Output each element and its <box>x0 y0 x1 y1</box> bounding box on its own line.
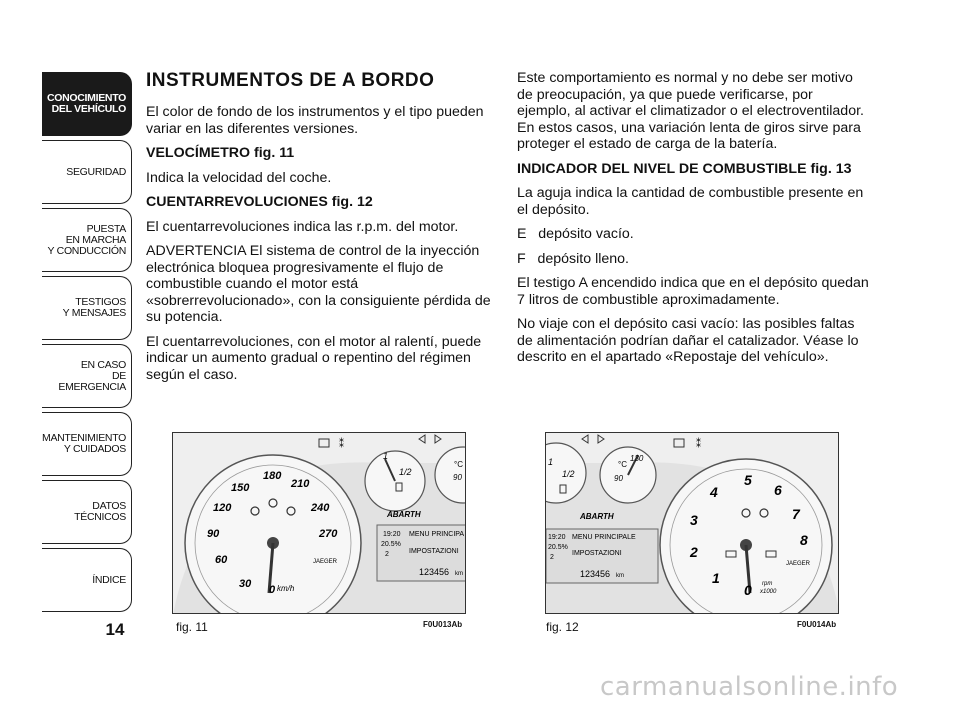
fuel-one-label: 1 <box>383 451 389 461</box>
watermark: carmanualsonline.info <box>600 672 899 702</box>
display-menu-line1: MENU PRINCIPALE <box>572 534 636 541</box>
display-time: 19:20 <box>548 534 566 541</box>
brand-label: JAEGER <box>786 561 811 567</box>
full-label: F depósito lleno. <box>517 250 629 267</box>
display-odometer: 123456 <box>580 569 611 579</box>
speedometer-heading: VELOCÍMETRO fig. 11 <box>146 145 295 161</box>
lights-icon: ⁑ <box>339 439 344 450</box>
intro-paragraph: El color de fondo de los instrumentos y el tipo pueden variar en las diferentes versiones. <box>146 104 484 137</box>
continued-paragraph: Este comportamiento es normal y no debe ser motivo de preocupación, ya que puede verificarse, por ejemplo, al activar el climatizador o el electroventilador. En estos casos, una variación lenta de giros sirve para proteger el estado de carga de la batería. <box>517 70 864 152</box>
fuel-warning-paragraph: El testigo A encendido indica que en el depósito quedan 7 litros de combustible aproximadamente. <box>517 275 869 308</box>
speed-tick-210: 210 <box>291 478 310 490</box>
speed-tick-240: 240 <box>311 502 330 514</box>
temp-unit-label: °C <box>454 460 463 469</box>
warning-paragraph: ADVERTENCIA El sistema de control de la inyección electrónica bloquea progresivamente el flujo de combustible cuando el motor está «sobrerrevolucionado», con la consiguiente pérdida de su potencia. <box>146 243 491 325</box>
page-number: 14 <box>105 620 125 639</box>
empty-label: E depósito vacío. <box>517 226 634 242</box>
display-odo-unit: km <box>455 571 463 577</box>
speed-unit: km/h <box>277 584 295 593</box>
rpm-tick-0: 0 <box>744 582 752 598</box>
tachometer-heading: CUENTARREVOLUCIONES fig. 12 <box>146 194 373 210</box>
abarth-logo: ABARTH <box>387 510 421 519</box>
speedometer-text: Indica la velocidad del coche. <box>146 169 332 186</box>
fig11-caption: fig. 11 <box>176 620 208 634</box>
rpm-tick-7: 7 <box>792 506 800 522</box>
display-menu-line2: IMPOSTAZIONI <box>572 550 622 557</box>
tab-emergencia[interactable]: EN CASO DE EMERGENCIA <box>42 344 132 408</box>
display-percent: 20.5% <box>381 541 401 548</box>
tab-testigos[interactable]: TESTIGOS Y MENSAJES <box>42 276 132 340</box>
figure-11-speedometer <box>172 432 466 614</box>
tab-mantenimiento[interactable]: MANTENIMIENTO Y CUIDADOS <box>42 412 132 476</box>
tab-datos-tecnicos[interactable]: DATOS TÉCNICOS <box>42 480 132 544</box>
speed-tick-180: 180 <box>263 470 282 482</box>
tab-seguridad[interactable]: SEGURIDAD <box>42 140 132 204</box>
lights-icon: ⁑ <box>696 439 701 450</box>
temp-value-label: 90 <box>453 473 462 482</box>
right-column <box>517 70 869 374</box>
fig12-code: F0U014Ab <box>797 620 837 629</box>
display-menu-line1: MENU PRINCIPA <box>409 531 465 538</box>
rpm-tick-3: 3 <box>690 512 698 528</box>
display-gear: 2 <box>385 551 389 558</box>
fuel-one-label: 1 <box>548 457 554 467</box>
speed-tick-120: 120 <box>213 502 232 514</box>
display-percent: 20.5% <box>548 544 568 551</box>
rpm-tick-2: 2 <box>690 544 698 560</box>
display-gear: 2 <box>550 554 554 561</box>
display-odometer: 123456 <box>419 567 450 577</box>
fig12-caption: fig. 12 <box>546 620 579 634</box>
fuel-half-label: 1/2 <box>399 467 412 477</box>
tab-conocimiento[interactable]: CONOCIMIENTO DEL VEHÍCULO <box>42 72 132 136</box>
idle-paragraph: El cuentarrevoluciones, con el motor al ralentí, puede indicar un aumento gradual o repentino del régimen según el caso. <box>146 333 482 383</box>
rpm-tick-1: 1 <box>712 570 720 586</box>
rpm-tick-6: 6 <box>774 482 782 498</box>
temp-unit-label: °C <box>618 460 627 469</box>
rpm-tick-5: 5 <box>744 472 752 488</box>
temp-value-label: 90 <box>614 474 623 483</box>
speed-tick-90: 90 <box>207 528 220 540</box>
tachometer-text: El cuentarrevoluciones indica las r.p.m. del motor. <box>146 218 459 235</box>
speedometer-illustration <box>173 433 466 614</box>
display-odo-unit: km <box>616 573 624 579</box>
rpm-tick-4: 4 <box>710 484 718 500</box>
display-time: 19:20 <box>383 531 401 538</box>
display-menu-line2: IMPOSTAZIONI <box>409 548 459 555</box>
fuel-half-label: 1/2 <box>562 469 575 479</box>
tab-puesta-en-marcha[interactable]: PUESTA EN MARCHA Y CONDUCCIÓN <box>42 208 132 272</box>
speed-tick-270: 270 <box>319 528 338 540</box>
fig11-code: F0U013Ab <box>423 620 463 629</box>
tab-indice[interactable]: ÍNDICE <box>42 548 132 612</box>
figure-12-tachometer <box>545 432 839 614</box>
fuel-text: La aguja indica la cantidad de combustible presente en el depósito. <box>517 185 864 218</box>
speed-tick-0: 0 <box>269 584 276 596</box>
section-title: INSTRUMENTOS DE A BORDO <box>146 70 435 91</box>
fuel-heading: INDICADOR DEL NIVEL DE COMBUSTIBLE fig. 13 <box>517 160 852 177</box>
speed-tick-30: 30 <box>239 578 252 590</box>
tachometer-illustration <box>546 433 839 614</box>
advice-paragraph: No viaje con el depósito casi vacío: las posibles faltas de alimentación podrían dañar el catalizador. Véase lo descrito en el apartado «Repostaje del vehículo». <box>517 316 859 365</box>
rpm-unit: rpm <box>762 581 773 587</box>
temp-high-label: 130 <box>630 454 644 463</box>
rpm-tick-8: 8 <box>800 532 808 548</box>
brand-label: JAEGER <box>313 559 338 565</box>
speed-tick-60: 60 <box>215 554 228 566</box>
speed-tick-150: 150 <box>231 482 250 494</box>
abarth-logo: ABARTH <box>580 512 614 521</box>
left-column <box>146 70 498 391</box>
rpm-multiplier: x1000 <box>760 589 777 595</box>
